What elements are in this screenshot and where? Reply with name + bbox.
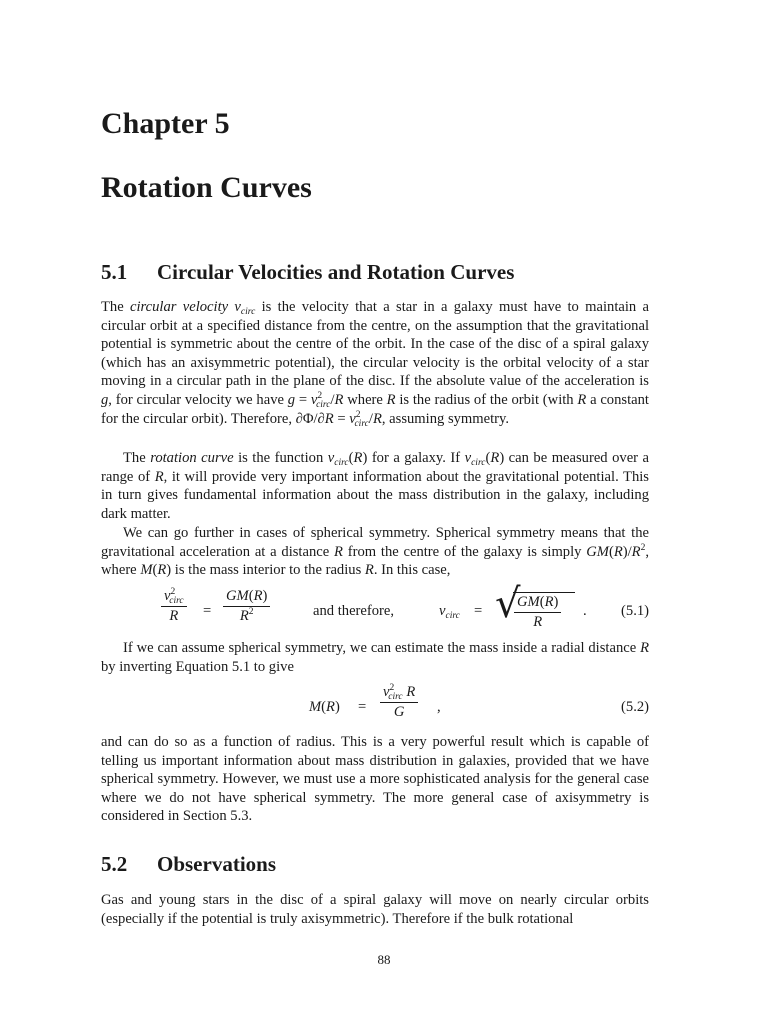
text-run: for a galaxy. If xyxy=(367,450,465,466)
square-root-symbol: √ xyxy=(495,581,521,627)
equation-5-2: M(R) = $v^2_{circ}$ R G , (5.2) xyxy=(309,683,649,720)
paragraph-circular-velocity: The circular velocity $v_{circ}$ is the velocity that a star in a galaxy must have to maintain a circular orbit at a specified distance from the centre, on the assumption that the gravitational potential is symmetric about the centre of the orbit. In the case of the disc of a spiral galaxy (which has an axisymmetric potential), the circular velocity is the orbital velocity of a star moving in a circular path in the plane of the disc. If the absolute value of the acceleration is g, for circular velocity we have $g = v^2_{circ}/R$ where R is the radius of the orbit (with R a constant for the circular orbit). Therefore, $\partial\Phi/\partial R = v^2_{circ}/R$, assuming symmetry. xyxy=(101,299,649,429)
text-run: is the mass interior to the radius xyxy=(171,562,365,579)
text-run: by inverting Equation 5.1 to give xyxy=(101,658,294,675)
paragraph-invert-equation: If we can assume spherical symmetry, we can estimate the mass inside a radial distance R by inverting Equation 5.1 to give xyxy=(101,640,649,675)
section-title: Observations xyxy=(157,852,277,876)
text-run: is the function xyxy=(233,450,328,466)
fraction-vcirc2-over-r: $v^2_{circ}$ R xyxy=(161,588,187,625)
text-run: We can go further in cases of spherical symmetry. Spherical symmetry means that the gravitational acceleration at a distance xyxy=(101,525,649,560)
and-therefore-text: and therefore, xyxy=(313,603,395,619)
equation-number: (5.1) xyxy=(621,603,649,619)
fraction-vcirc2r-over-g: $v^2_{circ}$ R G xyxy=(380,684,418,721)
text-run: is the radius of the orbit (with xyxy=(395,391,578,408)
paragraph-observations: Gas and young stars in the disc of a spiral galaxy will move on nearly circular orbits (especially if the potential is truly axisymmetric). Therefore if the bulk rotational xyxy=(101,892,649,927)
text-run: is the velocity that a star in a galaxy must have to maintain a circular orbit at a specified distance from the centre, on the assumption that the gravitational potential is symmetric about the centre of the orbit. In the case of the disc of a spiral galaxy (which has an axisymmetric potential), the circular velocity is the orbital velocity of a star moving in a circular path in the plane of the disc. If the absolute value of the acceleration is xyxy=(101,299,649,390)
equation-punctuation: , xyxy=(437,699,441,715)
text-run: , assuming symmetry. xyxy=(381,410,510,427)
equation-5-1: $v^2_{circ}$ R = $\frac{GM(R)}{R^2}$ and therefore, $v_{circ}$ = √ $\frac{GM(R)}{R}$ . (5.1) xyxy=(101,588,649,636)
section-heading-5-2 xyxy=(101,852,276,877)
fraction-gm-over-r2: $\frac{GM(R)}{R^2}$ xyxy=(223,588,270,625)
text-run: If we can assume spherical symmetry, we can estimate the mass inside a radial distance xyxy=(123,640,641,656)
section-number: 5.1 xyxy=(101,260,128,284)
emphasis-text: circular velocity xyxy=(129,299,229,315)
text-run: where xyxy=(343,391,387,408)
text-run: . In this case, xyxy=(373,562,451,579)
text-run: from the centre of the galaxy is simply xyxy=(342,543,587,560)
paragraph-powerful-result: and can do so as a function of radius. This is a very powerful result which is capable of telling us important information about mass distribution in galaxies, provided that we have spherical symmetry. However, we must use a more sophisticated analysis for the general case where we do not have spherical symmetry. The more general case of axisymmetry is considered in Section 5.3. xyxy=(101,734,649,825)
text-run: The xyxy=(123,450,151,466)
section-heading-5-1 xyxy=(101,260,514,285)
text-run: a constant for the circular orbit). Therefore, xyxy=(101,391,649,427)
text-run: can be measured over a range of xyxy=(101,450,649,485)
square-root-bar xyxy=(513,592,575,593)
fraction-gm-over-r: $\frac{GM(R)}{R}$ xyxy=(514,594,561,631)
section-title: Circular Velocities and Rotation Curves xyxy=(157,260,515,284)
equation-number: (5.2) xyxy=(621,699,649,715)
text-run: , for circular velocity we have xyxy=(108,391,288,408)
paragraph-rotation-curve: The rotation curve is the function $v_{circ}(R)$ for a galaxy. If $v_{circ}(R)$ can be measured over a range of R, it will provide very important information about the gravitational potential. This in turn gives fundamental information about the mass distribution in the galaxy, including dark matter. xyxy=(101,450,649,522)
equation-punctuation: . xyxy=(583,603,587,619)
emphasis-text: rotation curve xyxy=(150,450,234,466)
section-number: 5.2 xyxy=(101,852,128,876)
text-run: The xyxy=(101,299,130,315)
page-number: 88 xyxy=(377,952,391,967)
text-run: , where xyxy=(101,543,649,579)
text-run: , it will provide very important information about the gravitational potential. This in turn gives fundamental information about the mass distribution in the galaxy, including dark matter. xyxy=(101,468,649,522)
paragraph-spherical-symmetry: We can go further in cases of spherical symmetry. Spherical symmetry means that the gravitational acceleration at a distance R from the centre of the galaxy is simply $GM(R)/R^2$, where M(R) is the mass interior to the radius R. In this case, xyxy=(101,525,649,579)
chapter-title: Rotation Curves xyxy=(101,171,312,204)
chapter-label: Chapter 5 xyxy=(101,107,230,140)
